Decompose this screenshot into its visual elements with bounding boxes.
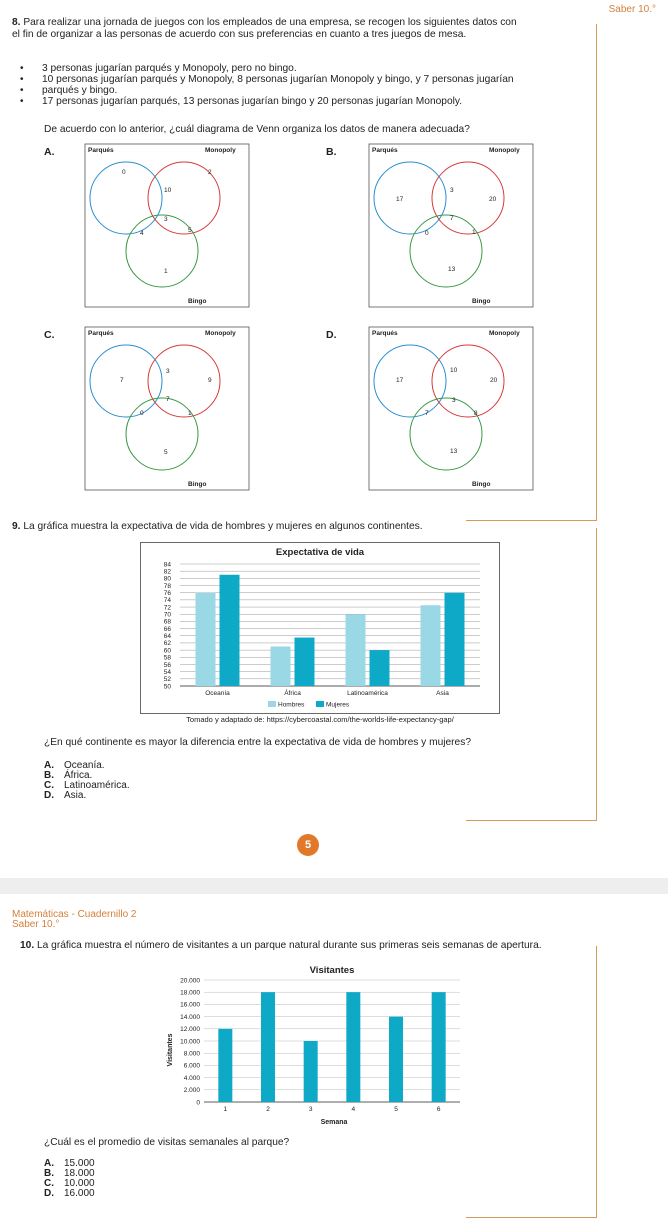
chart2-category-label: 3 (308, 1106, 313, 1113)
q9-choice-d[interactable]: D. Asia. (44, 790, 87, 801)
chart2-bar (432, 992, 446, 1102)
q10-number: 10. (20, 940, 35, 951)
chart1-bar-hombres (196, 593, 216, 686)
chart1-ytick-label: 62 (163, 640, 171, 648)
svg-text:Bingo: Bingo (188, 481, 207, 488)
chart1-ytick-label: 74 (163, 597, 171, 605)
chart2-ytick-label: 0 (196, 1099, 200, 1107)
svg-text:1: 1 (472, 229, 476, 236)
q8-option-d-letter: D. (326, 329, 337, 341)
svg-text:Monopoly: Monopoly (205, 330, 236, 337)
q8-intro (12, 17, 662, 40)
svg-text:7: 7 (450, 215, 454, 222)
svg-text:Parqués: Parqués (372, 330, 398, 337)
svg-text:3: 3 (450, 187, 454, 194)
svg-text:17: 17 (396, 196, 404, 203)
q10-intro (20, 940, 660, 952)
chart1-bar-hombres (346, 614, 366, 686)
svg-text:7: 7 (425, 410, 429, 417)
svg-text:20: 20 (490, 377, 498, 384)
chart1-bar-mujeres (220, 575, 240, 686)
q9-choice-c[interactable]: C. Latinoamérica. (44, 780, 130, 791)
q10-choice-a[interactable]: A. 15.000 (44, 1158, 95, 1169)
chart1-ytick-label: 66 (163, 625, 171, 633)
svg-text:5: 5 (164, 449, 168, 456)
page-bottom (0, 894, 668, 1232)
svg-text:Monopoly: Monopoly (489, 147, 520, 154)
q9-bottom-rule (466, 820, 597, 821)
svg-text:3: 3 (166, 368, 170, 375)
chart2-bar (261, 992, 275, 1102)
q10-choice-b[interactable]: B. 18.000 (44, 1168, 95, 1179)
chart2-ytick-label: 18.000 (180, 989, 200, 997)
chart1-category-label: Asia (436, 690, 449, 697)
svg-text:9: 9 (208, 377, 212, 384)
chart1-ytick-label: 54 (163, 668, 171, 676)
header-grade: Saber 10.° (608, 4, 656, 15)
chart2-bar (304, 1041, 318, 1102)
chart2-category-label: 4 (351, 1106, 356, 1113)
chart2-category-label: 2 (266, 1106, 270, 1113)
svg-text:13: 13 (448, 266, 456, 273)
svg-text:Bingo: Bingo (188, 298, 207, 305)
q10-right-rule (596, 946, 597, 1218)
chart1-ytick-label: 84 (163, 561, 171, 569)
page-gap (0, 878, 668, 894)
chart2-ytick-label: 20.000 (180, 977, 200, 985)
chart1-category-label: Oceanía (205, 690, 230, 697)
q10-choice-d[interactable]: D. 16.000 (44, 1188, 95, 1199)
q8-intro-line2: el fin de organizar a las personas de acuerdo con sus preferencias en cuanto a tres juegos de mesa. (12, 28, 467, 40)
svg-text:7: 7 (166, 396, 170, 403)
q8-bullet-1: • 3 personas jugarían parqués y Monopoly, pero no bingo. (6, 63, 606, 74)
chart1-ytick-label: 56 (163, 661, 171, 669)
chart2-ytick-label: 10.000 (180, 1038, 200, 1046)
q8-bullets (6, 63, 606, 107)
chart1-ytick-label: 76 (163, 590, 171, 598)
chart2-bar (389, 1017, 403, 1102)
visitors-chart (150, 962, 480, 1130)
venn-diagram-d[interactable] (368, 326, 534, 491)
q8-bullet-3: • 17 personas jugarían parqués, 13 personas jugarían bingo y 20 personas jugarían Monopoly. (6, 96, 606, 107)
svg-text:Parqués: Parqués (88, 147, 114, 154)
chart2-title: Visitantes (309, 965, 355, 976)
venn-diagram-b[interactable] (368, 143, 534, 308)
chart2-bar (346, 992, 360, 1102)
svg-text:10: 10 (450, 367, 458, 374)
q10-intro-text: La gráfica muestra el número de visitantes a un parque natural durante sus primeras seis semanas de apertura. (37, 940, 542, 951)
svg-text:Monopoly: Monopoly (489, 330, 520, 337)
chart1-legend-label: Mujeres (326, 701, 350, 709)
chart2-bar (218, 1029, 232, 1102)
svg-text:0: 0 (425, 230, 429, 237)
q10-question: ¿Cuál es el promedio de visitas semanales al parque? (44, 1137, 290, 1148)
chart2-category-label: 6 (436, 1106, 441, 1113)
chart2-ytick-label: 12.000 (180, 1026, 200, 1034)
q8-number: 8. (12, 17, 21, 28)
svg-text:Parqués: Parqués (372, 147, 398, 154)
svg-text:4: 4 (140, 230, 144, 237)
svg-text:3: 3 (452, 397, 456, 404)
q8-option-c-letter: C. (44, 329, 55, 341)
chart1-legend-swatch (316, 701, 324, 707)
svg-text:Bingo: Bingo (472, 481, 491, 488)
q8-option-b-letter: B. (326, 146, 337, 158)
chart2-ytick-label: 2.000 (183, 1087, 200, 1095)
chart1-bar-mujeres (295, 638, 315, 686)
chart1-ytick-label: 70 (163, 611, 171, 619)
svg-text:5: 5 (188, 227, 192, 234)
chart2-category-label: 5 (394, 1106, 398, 1113)
chart1-legend-swatch (268, 701, 276, 707)
svg-text:8: 8 (474, 410, 478, 417)
chart2-ytick-label: 4.000 (183, 1074, 200, 1082)
chart1-bar-hombres (421, 605, 441, 686)
svg-text:10: 10 (164, 187, 172, 194)
chart1-bar-mujeres (445, 593, 465, 686)
svg-text:3: 3 (164, 216, 168, 223)
chart1-category-label: Latinoamérica (347, 690, 388, 697)
chart1-legend-label: Hombres (278, 701, 305, 709)
q8-option-a-letter: A. (44, 146, 55, 158)
q8-intro-line1: Para realizar una jornada de juegos con los empleados de una empresa, se recogen los siguientes datos con (23, 17, 517, 28)
chart1-ytick-label: 60 (163, 647, 171, 655)
q9-question: ¿En qué continente es mayor la diferencia entre la expectativa de vida de hombres y mujeres? (44, 737, 471, 748)
venn-diagram-a[interactable] (84, 143, 250, 308)
q9-right-rule (596, 528, 597, 820)
chart1-ytick-label: 82 (163, 568, 171, 576)
q9-number: 9. (12, 521, 21, 532)
chart1-ytick-label: 64 (163, 633, 171, 641)
svg-text:Parqués: Parqués (88, 330, 114, 337)
q9-source: Tomado y adaptado de: https://cybercoastal.com/the-worlds-life-expectancy-gap/ (186, 715, 454, 724)
svg-text:0: 0 (122, 169, 126, 176)
chart2-ytick-label: 6.000 (183, 1062, 200, 1070)
chart2-ylabel: Visitantes (167, 1033, 174, 1067)
q9-choice-a[interactable]: A. Oceanía. (44, 760, 105, 771)
chart1-ytick-label: 68 (163, 618, 171, 626)
chart1-ytick-label: 80 (163, 575, 171, 583)
svg-text:20: 20 (489, 196, 497, 203)
footer-booklet: Matemáticas - Cuadernillo 2 (12, 909, 137, 920)
svg-text:Bingo: Bingo (472, 298, 491, 305)
svg-text:17: 17 (396, 377, 404, 384)
chart1-bar-hombres (271, 647, 291, 686)
chart1-bar-mujeres (370, 650, 390, 686)
q9-intro (12, 521, 652, 533)
footer-grade: Saber 10.° (12, 919, 60, 930)
chart2-ytick-label: 16.000 (180, 1001, 200, 1009)
venn-diagram-c[interactable] (84, 326, 250, 491)
chart1-ytick-label: 72 (163, 604, 171, 612)
chart2-xlabel: Semana (320, 1119, 348, 1126)
svg-text:0: 0 (140, 410, 144, 417)
q10-bottom-rule (466, 1217, 597, 1218)
page-number: 5 (297, 834, 319, 856)
chart1-title: Expectativa de vida (275, 547, 365, 558)
chart1-category-label: África (284, 690, 301, 697)
svg-text:Monopoly: Monopoly (205, 147, 236, 154)
q9-intro-text: La gráfica muestra la expectativa de vida de hombres y mujeres en algunos continentes. (23, 521, 423, 532)
chart1-ytick-label: 58 (163, 654, 171, 662)
q9-choice-b[interactable]: B. África. (44, 770, 93, 781)
svg-text:1: 1 (164, 268, 168, 275)
q8-question: De acuerdo con lo anterior, ¿cuál diagrama de Venn organiza los datos de manera adecuada? (44, 124, 470, 135)
chart2-ytick-label: 8.000 (183, 1050, 200, 1058)
svg-text:1: 1 (188, 410, 192, 417)
q8-bullet-2: • 10 personas jugarían parqués y Monopoly, 8 personas jugarían Monopoly y bingo, y 7 personas jugarían (6, 74, 606, 85)
chart1-ytick-label: 50 (163, 683, 171, 691)
chart1-ytick-label: 78 (163, 582, 171, 590)
svg-text:13: 13 (450, 448, 458, 455)
chart1-ytick-label: 52 (163, 676, 171, 684)
q8-bullet-2b: • parqués y bingo. (6, 85, 606, 96)
chart2-ytick-label: 14.000 (180, 1013, 200, 1021)
q10-choice-c[interactable]: C. 10.000 (44, 1178, 95, 1189)
life-expectancy-chart (140, 542, 500, 714)
chart2-category-label: 1 (223, 1106, 228, 1113)
svg-text:2: 2 (208, 169, 212, 176)
svg-text:7: 7 (120, 377, 124, 384)
